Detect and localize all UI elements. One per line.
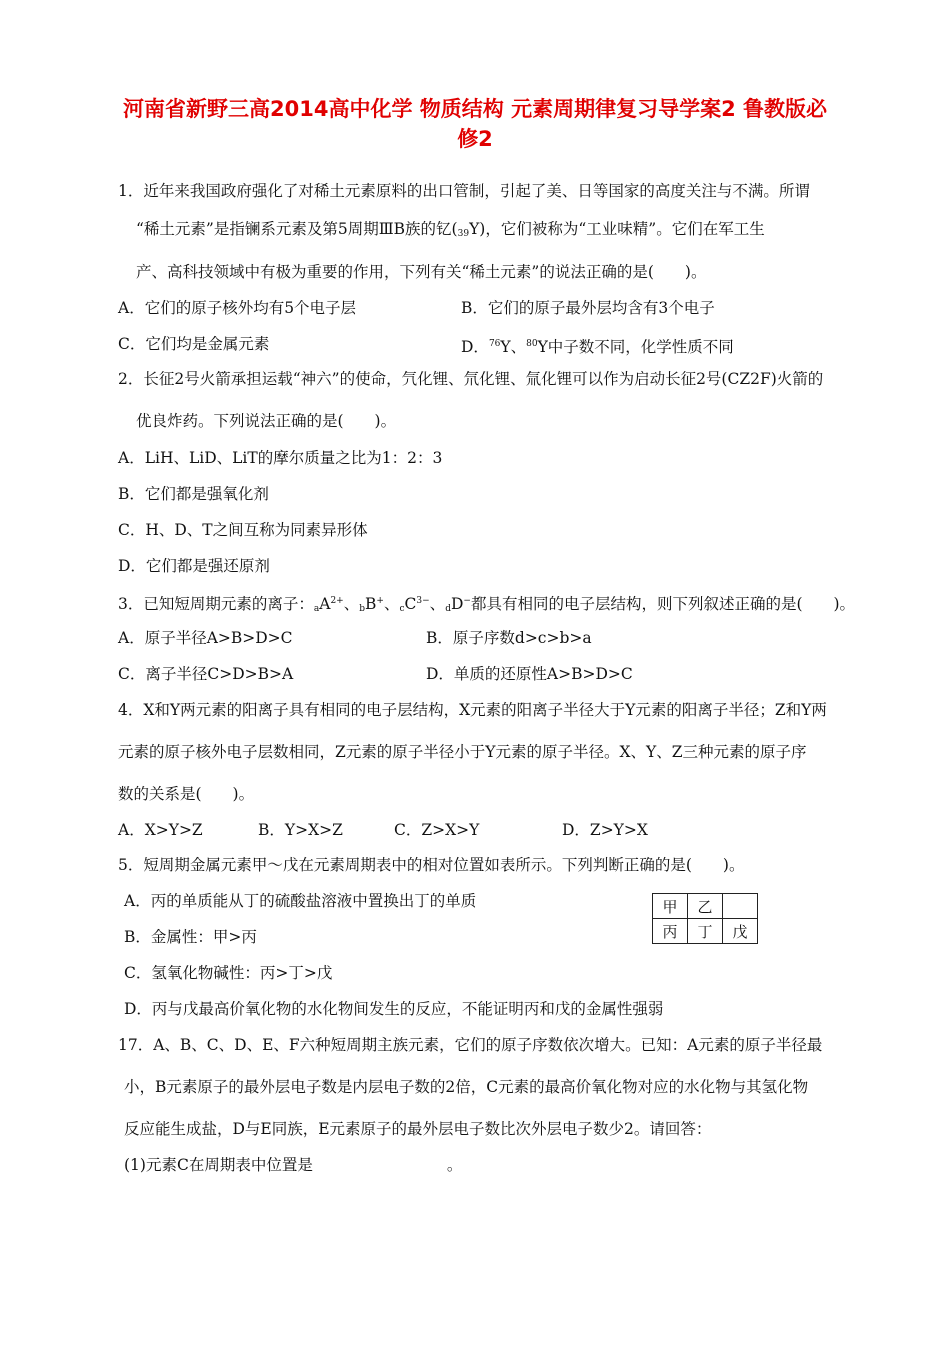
q5-table-row	[653, 919, 758, 944]
q2-stem-line-1: 2．长征2号火箭承担运载“神六”的使命，氕化锂、氘化锂、氚化锂可以作为启动长征2号(CZ2F)火箭的	[118, 370, 824, 388]
q1-option-a: A．它们的原子核外均有5个电子层	[118, 299, 357, 317]
q5-table-row	[653, 894, 758, 919]
q4-stem-line-3: 数的关系是( )。	[118, 785, 255, 803]
q1-stem-line-1: 1．近年来我国政府强化了对稀土元素原料的出口管制，引起了美、日等国家的高度关注与不满。所谓	[118, 182, 810, 200]
q2-stem-line-2: 优良炸药。下列说法正确的是( )。	[136, 412, 397, 430]
q5-table-cell: 丁	[688, 919, 723, 944]
q1-option-d: D．$^{76}$Y、$^{80}$Y中子数不同，化学性质不同	[461, 338, 734, 356]
q1-stem-line-3: 产、高科技领域中有极为重要的作用，下列有关“稀土元素”的说法正确的是( )。	[136, 263, 707, 281]
q17-subquestion-1: (1)元素C在周期表中位置是 。	[124, 1156, 463, 1174]
q4-option-c: C．Z>X>Y	[394, 821, 480, 839]
document-title	[60, 94, 890, 154]
q2-option-c: C．H、D、T之间互称为同素异形体	[118, 521, 368, 539]
q17-stem-line-1: 17．A、B、C、D、E、F六种短周期主族元素，它们的原子序数依次增大。已知：A元素的原子半径最	[118, 1036, 823, 1054]
q5-periodic-table-fragment	[652, 893, 758, 944]
q1-option-c: C．它们均是金属元素	[118, 335, 270, 353]
q3-stem: 3．已知短周期元素的离子：$_aA^{2+}$、$_b$B+、$_cC^{3-}$、$_d$D−都具有相同的电子层结构，则下列叙述正确的是( )。	[118, 595, 856, 614]
q5-option-a: A．丙的单质能从丁的硫酸盐溶液中置换出丁的单质	[124, 892, 477, 910]
q5-option-b: B．金属性：甲>丙	[124, 928, 257, 946]
q5-stem: 5．短周期金属元素甲～戊在元素周期表中的相对位置如表所示。下列判断正确的是( )。	[118, 856, 745, 874]
q5-table-cell: 乙	[688, 894, 723, 919]
q1-yttrium-atomic-number: 39	[457, 229, 470, 239]
q1-stem-line-2: “稀土元素”是指镧系元素及第5周期ⅢB族的钇$(_{39}Y)$，它们被称为“工业味精”。它们在军工生	[136, 220, 765, 239]
q17-stem-line-2: 小，B元素原子的最外层电子数是内层电子数的2倍，C元素的最高价氧化物对应的水化物与其氢化物	[124, 1078, 809, 1096]
title-line-2: 修2	[457, 127, 493, 151]
q5-table-cell	[723, 894, 758, 919]
q4-stem-line-1: 4．X和Y两元素的阳离子具有相同的电子层结构，X元素的阳离子半径大于Y元素的阳离子半径；Z和Y两	[118, 701, 827, 719]
q5-table-cell: 丙	[653, 919, 688, 944]
q2-option-b: B．它们都是强氧化剂	[118, 485, 269, 503]
q5-table-cell: 甲	[653, 894, 688, 919]
q5-table-cell: 戊	[723, 919, 758, 944]
q2-option-d: D．它们都是强还原剂	[118, 557, 270, 575]
q4-stem-line-2: 元素的原子核外电子层数相同，Z元素的原子半径小于Y元素的原子半径。X、Y、Z三种元素的原子序	[118, 743, 807, 761]
q3-option-d: D．单质的还原性A>B>D>C	[426, 665, 633, 683]
title-line-1: 河南省新野三高2014高中化学 物质结构 元素周期律复习导学案2 鲁教版必	[123, 97, 827, 121]
q4-option-d: D．Z>Y>X	[562, 821, 648, 839]
q4-option-a: A．X>Y>Z	[118, 821, 203, 839]
q3-option-c: C．离子半径C>D>B>A	[118, 665, 294, 683]
q5-option-c: C．氢氧化物碱性：丙>丁>戊	[124, 964, 333, 982]
q3-option-a: A．原子半径A>B>D>C	[118, 629, 293, 647]
q3-option-b: B．原子序数d>c>b>a	[426, 629, 592, 647]
q5-option-d: D．丙与戊最高价氧化物的水化物间发生的反应，不能证明丙和戊的金属性强弱	[124, 1000, 664, 1018]
q4-option-b: B．Y>X>Z	[258, 821, 343, 839]
q2-option-a: A．LiH、LiD、LiT的摩尔质量之比为1：2：3	[118, 449, 443, 467]
q17-stem-line-3: 反应能生成盐，D与E同族，E元素原子的最外层电子数比次外层电子数少2。请回答：	[124, 1120, 712, 1138]
q1-option-b: B．它们的原子最外层均含有3个电子	[461, 299, 715, 317]
